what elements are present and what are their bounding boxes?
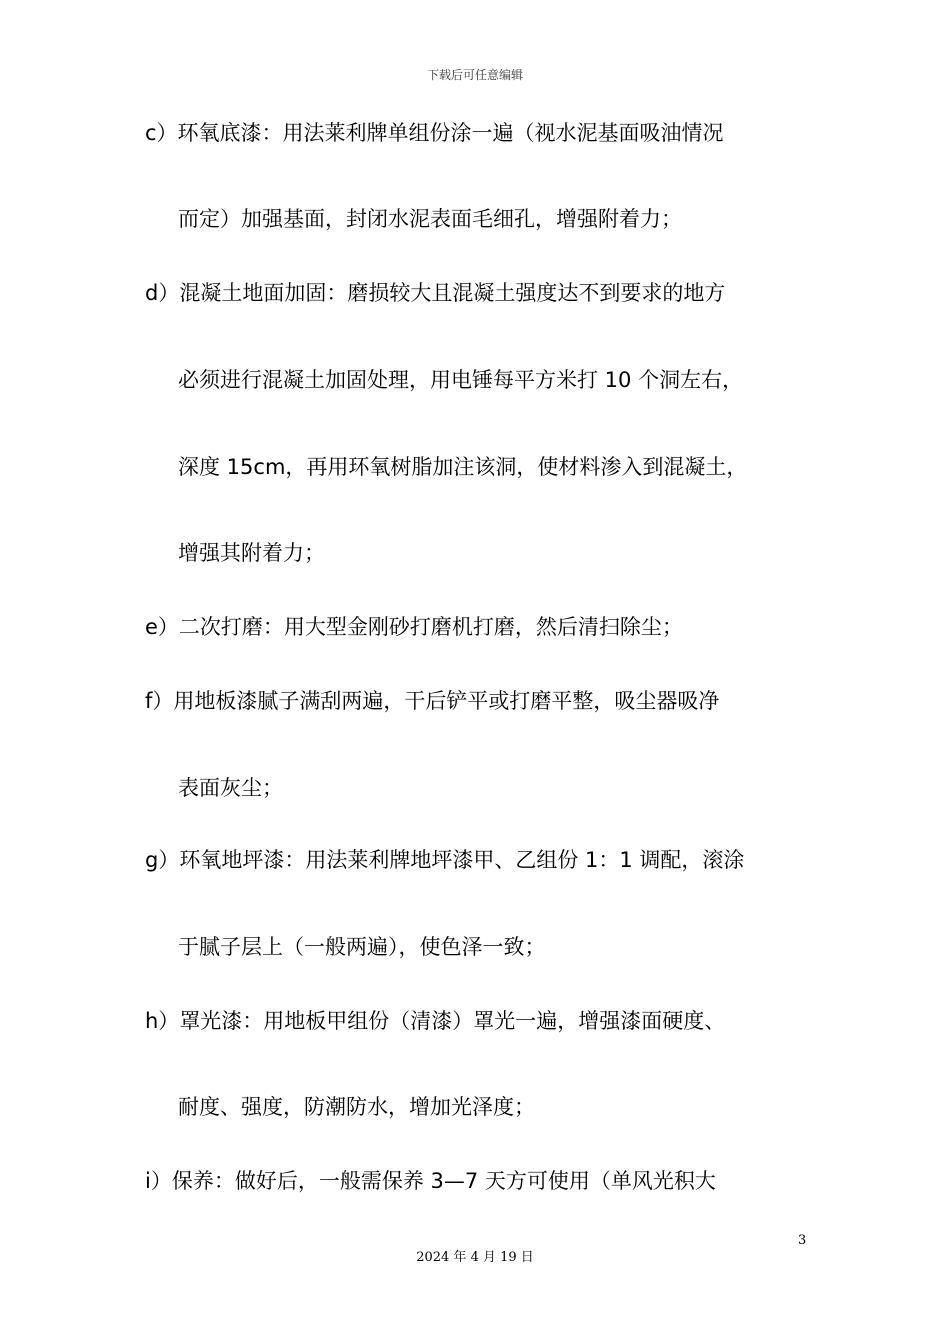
list-marker: d）	[145, 281, 180, 305]
list-item-text: 二次打磨：用大型金刚砂打磨机打磨，然后清扫除尘；	[178, 615, 683, 639]
page-header: 下载后可任意编辑	[426, 68, 523, 82]
list-marker: g）	[145, 848, 180, 872]
list-item-continuation: 表面灰尘；	[178, 776, 283, 800]
list-item-e	[145, 613, 683, 641]
list-item-continuation: 必须进行混凝土加固处理，用电锤每平方米打 10 个洞左右，	[178, 368, 744, 392]
list-item-text: 保养：做好后，一般需保养 3—7 天方可使用（单风光积大	[171, 1169, 716, 1193]
footer-date: 2024 年 4 月 19 日	[416, 1250, 534, 1265]
list-marker: i）	[145, 1169, 172, 1193]
list-item-i	[145, 1167, 716, 1195]
list-marker: h）	[145, 1009, 180, 1033]
page-number: 3	[798, 1233, 807, 1248]
list-item-continuation: 增强其附着力；	[178, 541, 325, 565]
list-marker: f）	[145, 689, 174, 713]
list-item-text: 混凝土地面加固：磨损较大且混凝土强度达不到要求的地方	[179, 281, 726, 305]
list-item-text: 环氧地坪漆：用法莱利牌地坪漆甲、乙组份 1：1 调配，滚涂	[179, 848, 745, 872]
list-item-text: 用地板漆腻子满刮两遍，干后铲平或打磨平整，吸尘器吸净	[173, 689, 720, 713]
list-item-d	[145, 279, 725, 307]
list-item-text: 罩光漆：用地板甲组份（清漆）罩光一遍，增强漆面硬度、	[179, 1009, 726, 1033]
list-item-c	[145, 119, 724, 147]
list-item-continuation: 于腻子层上（一般两遍），使色泽一致；	[178, 935, 546, 959]
list-marker: c）	[145, 121, 178, 145]
list-item-continuation: 耐度、强度，防潮防水，增加光泽度；	[178, 1095, 535, 1119]
list-item-continuation: 深度 15cm，再用环氧树脂加注该洞，使材料渗入到混凝土，	[178, 455, 748, 479]
list-item-text: 环氧底漆：用法莱利牌单组份涂一遍（视水泥基面吸油情况	[177, 121, 724, 145]
list-item-g	[145, 846, 744, 874]
list-item-f	[145, 687, 719, 715]
list-item-h	[145, 1007, 725, 1035]
list-item-continuation: 而定）加强基面，封闭水泥表面毛细孔，增强附着力；	[178, 207, 682, 231]
list-marker: e）	[145, 615, 179, 639]
